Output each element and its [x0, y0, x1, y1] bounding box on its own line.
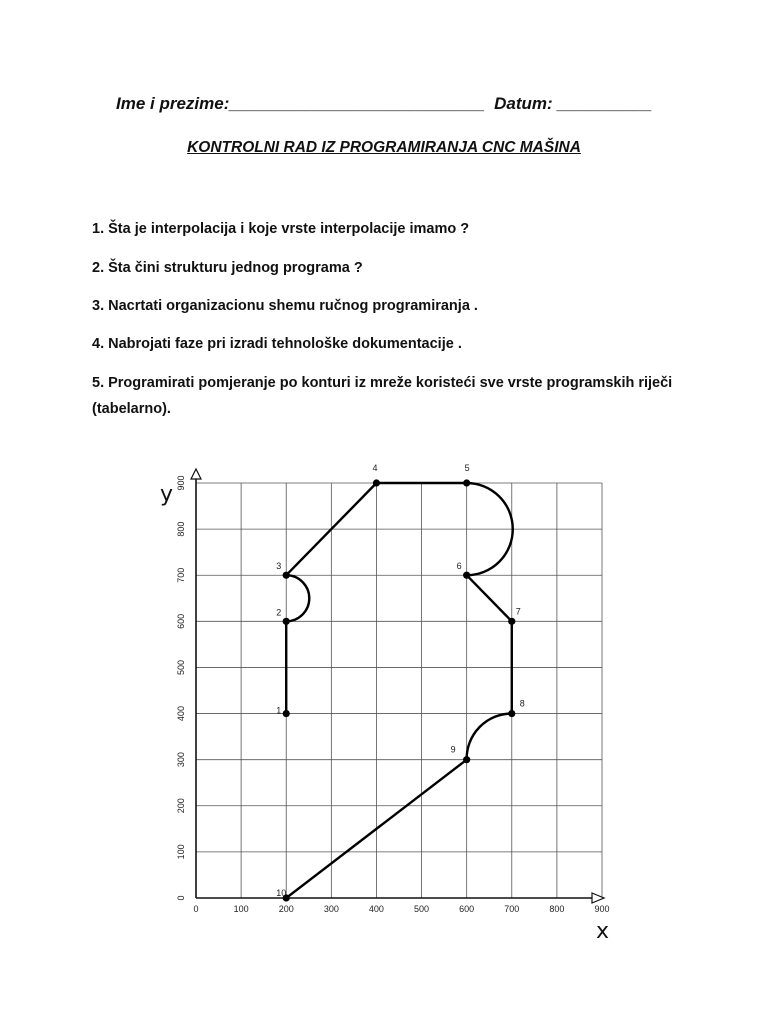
- x-tick-label-4: 400: [368, 904, 384, 914]
- point-label-10: 10: [276, 888, 287, 898]
- x-tick-label-8: 800: [549, 904, 565, 914]
- question-2: 2. Šta čini strukturu jednog programa ?: [92, 260, 363, 276]
- y-tick-label-8: 800: [176, 521, 186, 537]
- x-tick-label-6: 600: [459, 904, 475, 914]
- point-marker-2: [283, 618, 290, 625]
- x-tick-label-9: 900: [594, 904, 610, 914]
- question-5: 5. Programirati pomjeranje po konturi iz mreže koristeći sve vrste programskih riječi (tabelarno).: [92, 375, 673, 417]
- x-tick-label-0: 0: [193, 904, 199, 914]
- point-marker-5: [463, 479, 470, 486]
- x-axis-label: x: [596, 919, 610, 944]
- y-tick-label-2: 200: [176, 798, 186, 814]
- point-label-3: 3: [276, 561, 282, 572]
- point-label-1: 1: [276, 705, 282, 716]
- point-label-7: 7: [515, 606, 521, 617]
- point-label-8: 8: [519, 698, 525, 709]
- y-tick-label-3: 300: [176, 752, 186, 768]
- y-tick-label-7: 700: [176, 567, 186, 583]
- y-axis-arrow: [191, 469, 201, 479]
- y-axis-label: y: [160, 482, 174, 507]
- point-marker-9: [463, 756, 470, 763]
- point-label-4: 4: [372, 463, 378, 473]
- document-title: KONTROLNI RAD IZ PROGRAMIRANJA CNC MAŠINA: [187, 139, 581, 156]
- question-1: 1. Šta je interpolacija i koje vrste interpolacije imamo ?: [92, 221, 470, 237]
- question-3: 3. Nacrtati organizacionu shemu ručnog programiranja .: [92, 298, 478, 314]
- point-marker-4: [373, 479, 380, 486]
- x-tick-label-7: 700: [504, 904, 520, 914]
- y-tick-label-1: 100: [176, 844, 186, 860]
- point-marker-3: [283, 572, 290, 579]
- y-tick-label-6: 600: [176, 613, 186, 629]
- x-tick-label-1: 100: [233, 904, 249, 914]
- x-tick-label-3: 300: [323, 904, 339, 914]
- y-tick-label-0: 0: [176, 895, 186, 901]
- date-blank: __________: [557, 94, 652, 113]
- point-marker-1: [283, 710, 290, 717]
- point-marker-6: [463, 572, 470, 579]
- name-label: Ime i prezime:: [116, 94, 230, 113]
- point-label-2: 2: [276, 607, 282, 618]
- point-marker-7: [508, 618, 515, 625]
- contour-path: [286, 483, 513, 898]
- y-tick-label-5: 500: [176, 659, 186, 675]
- date-label: Datum:: [494, 94, 553, 113]
- point-label-6: 6: [456, 561, 462, 572]
- y-tick-label-4: 400: [176, 706, 186, 722]
- x-tick-label-5: 500: [414, 904, 430, 914]
- question-4: 4. Nabrojati faze pri izradi tehnološke dokumentacije .: [92, 336, 462, 352]
- y-tick-label-9: 900: [176, 475, 186, 491]
- point-label-5: 5: [464, 463, 470, 473]
- x-tick-label-2: 200: [278, 904, 294, 914]
- point-marker-8: [508, 710, 515, 717]
- point-label-9: 9: [450, 744, 456, 755]
- name-blank: ___________________________: [229, 94, 485, 113]
